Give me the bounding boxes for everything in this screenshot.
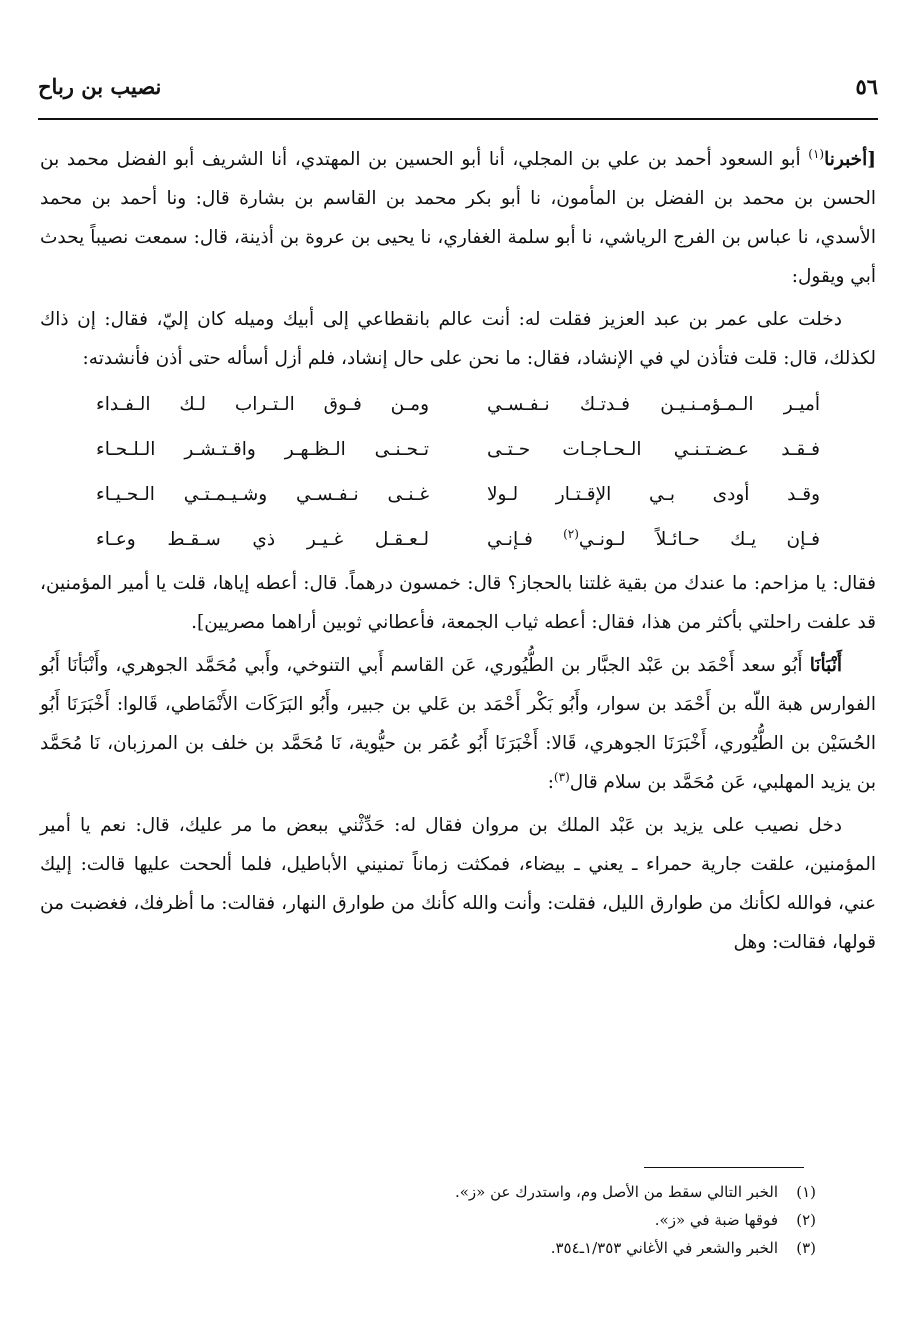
paragraph-5: دخل نصيب على يزيد بن عَبْد الملك بن مروان فقال له: حَدِّثْني ببعض ما مر عليك، قال: نعم يا أمير المؤمنين، علقت جارية حمراء ـ يعني ـ بيضاء، فمكثت زماناً تمنيني الأباطيل، فلما ألححت عليها قالت: إليك عني، فوالله لكأنك من طوارق الليل، فقلت: وأنت والله كأنك من طوارق النهار، فقالت: ما أظرفك، فغضبت من قولها، فقالت: وهل [40,815,876,953]
footnote-number: (١) [796,1183,816,1201]
paragraph-4-tail: : [547,772,554,793]
verse-hemistich-second: لـعـقـل غـيـر ذي سـقـط وعـاء [96,529,430,550]
running-title: نصيب بن رباح [38,74,162,99]
verse-hemistich-first: فـقـد عـضـتـنـي الـحـاجـات حـتـى [486,439,820,460]
footnote [40,1234,816,1262]
page-number: ٥٦ [855,74,878,99]
verse-hemistich-second: تـحـنـى الـظـهـر واقـتـشـر الـلـحـاء [96,439,430,460]
verse-line [40,382,876,427]
paragraph-4-lead: أَنْبَأنَا [809,655,842,676]
poem [40,382,876,562]
footnotes [40,1178,816,1262]
paragraph-1-text: أبو السعود أحمد بن علي بن المجلي، أنا أبو الحسين بن المهتدي، أنا الشريف أبو الفضل محمد بن الحسن بن محمد بن الفضل بن المأمون، نا أبو بكر محمد بن القاسم بن بشارة قال: ونا أحمد بن محمد الأسدي، نا عباس بن الفرج الرياشي، نا أبو سلمة الغفاري، نا يحيى بن عروة بن أذينة، قال: سمعت نصيباً يحدث أبي ويقول: [40,149,876,287]
verse-hemistich-first: وقـد أودى بـي الإقـتـار لـولا [486,484,820,505]
footnote-text: الخبر التالي سقط من الأصل وم، واستدرك عن «ز». [454,1183,778,1201]
verse-hemistich-second: غـنـى نـفـسـي وشـيـمـتـي الـحـيـاء [96,484,430,505]
paragraph-1 [40,140,876,296]
verse-4-first-start: فـإن يـك حـائـلاً لـونـي [578,529,820,550]
verse-line [40,472,876,517]
paragraph-2: دخلت على عمر بن عبد العزيز فقلت له: أنت عالم بانقطاعي إلى أبيك وميله كان إليّ، فقال: إن ذاك لكذلك، قال: قلت فتأذن لي في الإنشاد، فقال: ما نحن على حال إنشاد، فلم أزل أسأله حتى أذن فأنشدته: [40,309,876,369]
verse-hemistich-first [487,517,820,562]
verse-hemistich-first: أميـر الـمـؤمـنـيـن فـدتـك نـفـسـي [486,394,820,415]
footnote-ref-1: (١) [808,146,825,161]
paragraph-4-text: أَبُو سعد أَحْمَد بن عَبْد الجبَّار بن الطُّيُوري، عَن القاسم أَبي التنوخي، وأَبي مُحَمَّد الجوهري، وأَنْبَأنَا أَبُو الفوارس هبة اللّه بن أَحْمَد بن سوار، وأَبُو بَكْر أَحْمَد بن عَلي بن جبير، وأَبُو البَرَكَات الأَنْمَاطي، قَالوا: أَخْبَرَنَا أَبُو الحُسَيْن بن الطُّيُوري، أَخْبَرَنَا الجوهري، قَالا: أَخْبَرَنَا أَبُو عُمَر بن حيُّوية، نَا مُحَمَّد بن خلف بن المرزبان، نَا مُحَمَّد بن يزيد المهلبي، عَن مُحَمَّد بن سلام قال [40,655,876,793]
verse-hemistich-second: ومـن فـوق الـتـراب لـك الـفـداء [96,394,430,415]
footnote [40,1206,816,1234]
page-header [38,74,878,108]
main-text [40,140,876,966]
paragraph-1-lead: [أخبرنا [824,149,876,170]
footnote-rule [644,1167,804,1168]
paragraph-3: فقال: يا مزاحم: ما عندك من بقية غلتنا بالحجاز؟ قال: خمسون درهماً. قال: أعطه إياها، قلت يا أمير المؤمنين، قد علفت راحلتي بأكثر من هذا، فقال: أعطه ثياب الجمعة، فأعطاني ثوبين أراهما مصريين]. [40,573,876,633]
footnote-text: الخبر والشعر في الأغاني ١/٣٥٣ـ٣٥٤. [550,1239,778,1257]
paragraph-4 [40,646,876,802]
footnote-text: فوقها ضبة في «ز». [654,1211,778,1229]
verse-line [40,427,876,472]
verse-line [40,517,876,562]
footnote-number: (٣) [796,1239,816,1257]
header-rule [38,118,878,120]
footnote [40,1178,816,1206]
footnote-ref-3: (٣) [553,769,570,784]
footnote-number: (٢) [796,1211,816,1229]
verse-4-first-end: فـإنـي [486,529,564,550]
footnote-ref-2: (٢) [563,526,579,541]
